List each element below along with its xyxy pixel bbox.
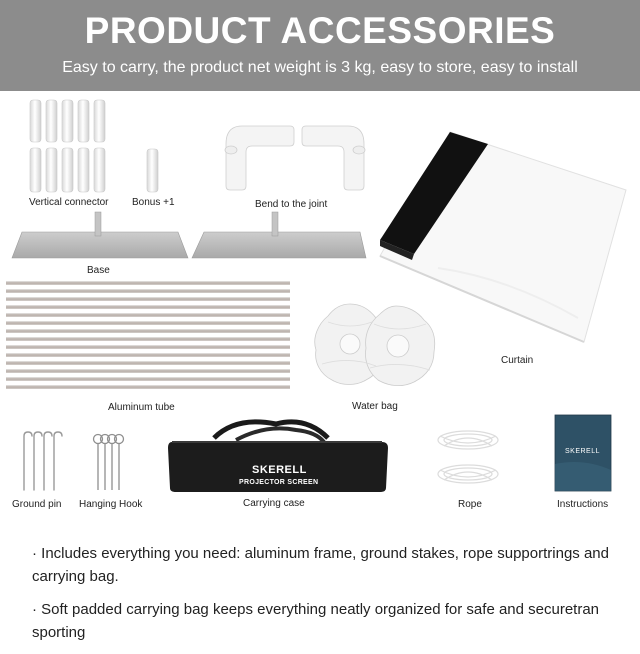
feature-list — [32, 542, 622, 654]
base-image — [8, 208, 368, 262]
header-banner — [0, 0, 640, 91]
label-vertical-connector: Vertical connector — [29, 197, 109, 208]
label-water-bag: Water bag — [352, 401, 398, 412]
label-bend: Bend to the joint — [255, 199, 328, 210]
page-title: PRODUCT ACCESSORIES — [84, 10, 556, 51]
label-bonus: Bonus +1 — [132, 197, 175, 208]
ground-pin-image — [20, 430, 66, 492]
manual-brand-text: SKERELL — [565, 448, 601, 455]
bag-brand-text: SKERELL — [252, 464, 307, 476]
label-hanging-hook: Hanging Hook — [79, 499, 143, 510]
label-curtain: Curtain — [501, 355, 534, 366]
aluminum-tube-image — [6, 281, 290, 395]
label-rope: Rope — [458, 499, 482, 510]
bend-joint-image — [220, 122, 370, 192]
feature-item: · Soft padded carrying bag keeps everything neatly organized for safe and securetran sporting — [32, 601, 600, 641]
page-subtitle: Easy to carry, the product net weight is 3 kg, easy to store, easy to install — [62, 59, 578, 76]
water-bag-image — [312, 300, 442, 388]
rope-image — [430, 426, 506, 492]
vertical-connector-image — [28, 98, 108, 194]
label-instructions: Instructions — [557, 499, 609, 510]
label-aluminum-tube: Aluminum tube — [108, 402, 175, 413]
feature-item: · Includes everything you need: aluminum frame, ground stakes, rope supportrings and carrying bag. — [32, 545, 609, 585]
label-base: Base — [87, 265, 110, 276]
label-ground-pin: Ground pin — [12, 499, 62, 510]
bag-product-text: PROJECTOR SCREEN — [239, 479, 319, 486]
label-carrying-case: Carrying case — [243, 498, 305, 509]
bonus-connector-image — [146, 148, 160, 194]
hanging-hook-image — [92, 432, 128, 494]
